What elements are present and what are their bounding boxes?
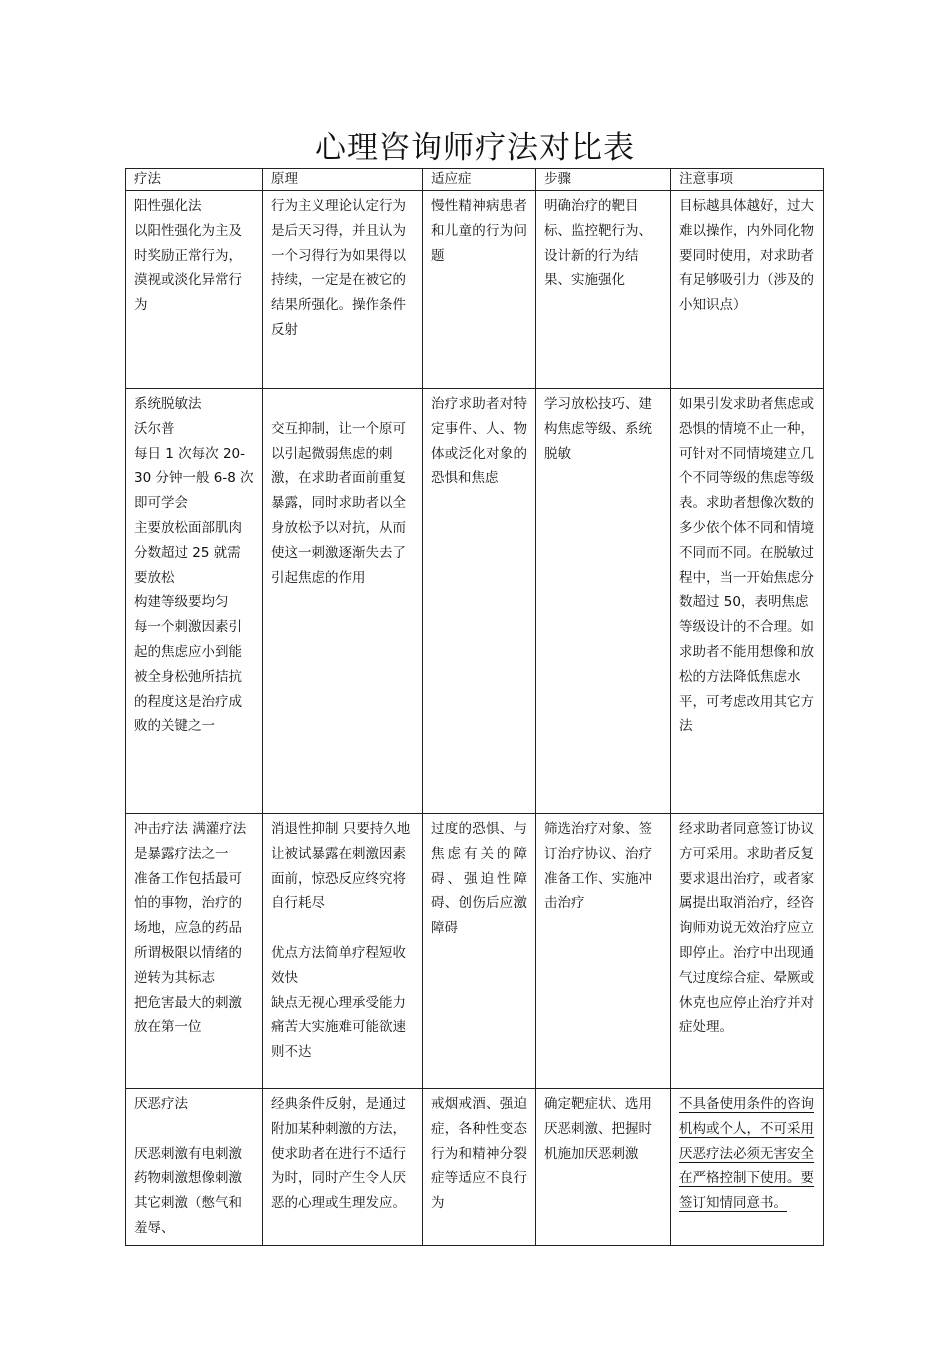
therapy-text: 系统脱敏法 沃尔普 每日 1 次每次 20-30 分钟一般 6-8 次即可学会 主要放松面部肌肉 分数超过 25 就需要放松 构建等级要均匀 每一个刺激因素引起的焦虑应小到能被全身松弛所拮抗的程度这是治疗成败的关键之一 (134, 396, 254, 735)
cell-therapy (126, 389, 263, 814)
notes-text: 如果引发求助者焦虑或恐惧的情境不止一种，可针对不同情境建立几个不同等级的焦虑等级表。求助者想像次数的多少依个体不同和情境不同而不同。在脱敏过程中，当一开始焦虑分数超过 50，表明焦虑等级设计的不合理。如求助者不能用想像和放松的方法降低焦虑水平，可考虑改用其它方法 (679, 396, 814, 735)
table-row (126, 389, 824, 814)
page-title: 心理咨询师疗法对比表 (315, 130, 635, 166)
header-indication: 适应症 (423, 169, 536, 191)
notes-text: 经求助者同意签订协议方可采用。求助者反复要求退出治疗，或者家属提出取消治疗，经咨询师劝说无效治疗应立即停止。治疗中出现通气过度综合症、晕厥或休克也应停止治疗并对症处理。 (679, 821, 814, 1036)
steps-text: 筛选治疗对象、签订治疗协议、治疗准备工作、实施冲击治疗 (544, 821, 652, 912)
steps-text: 明确治疗的靶目标、监控靶行为、设计新的行为结果、实施强化 (544, 198, 652, 289)
cell-therapy (126, 814, 263, 1089)
cell-principle (263, 191, 423, 389)
cell-notes (671, 389, 824, 814)
cell-principle (263, 1089, 423, 1246)
steps-text: 确定靶症状、选用厌恶刺激、把握时机施加厌恶刺激 (544, 1096, 652, 1162)
header-notes: 注意事项 (671, 169, 824, 191)
indication-text: 治疗求助者对特定事件、人、物体或泛化对象的恐惧和焦虑 (431, 396, 527, 487)
therapy-text: 冲击疗法 满灌疗法 是暴露疗法之一 准备工作包括最可怕的事物，治疗的场地，应急的药品 所谓极限以情绪的逆转为其标志 把危害最大的刺激放在第一位 (134, 821, 247, 1036)
table-row (126, 1089, 824, 1246)
indication-text: 过度的恐惧、与焦虑有关的障碍、强迫性障碍、创伤后应激障碍 (431, 821, 527, 937)
header-therapy: 疗法 (126, 169, 263, 191)
cell-indication (423, 814, 536, 1089)
therapy-text: 阳性强化法 以阳性强化为主及时奖励正常行为，漠视或淡化异常行为 (134, 198, 242, 314)
steps-text: 学习放松技巧、建构焦虑等级、系统脱敏 (544, 396, 652, 462)
table-row (126, 191, 824, 389)
cell-notes (671, 1089, 824, 1246)
cell-indication (423, 191, 536, 389)
cell-notes (671, 814, 824, 1089)
cell-steps (536, 1089, 671, 1246)
cell-principle (263, 389, 423, 814)
principle-text: 消退性抑制 只要持久地让被试暴露在刺激因素面前，惊恐反应终究将自行耗尽 优点方法简单疗程短收效快 缺点无视心理承受能力痛苦大实施难可能欲速则不达 (271, 821, 411, 1061)
notes-text: 不具备使用条件的咨询机构或个人，不可采用厌恶疗法必须无害安全在严格控制下使用。要签订知情同意书。 (679, 1096, 814, 1212)
principle-text: 经典条件反射，是通过附加某种刺激的方法，使求助者在进行不适行为时，同时产生令人厌恶的心理或生理发应。 (271, 1096, 406, 1212)
cell-notes (671, 191, 824, 389)
header-steps: 步骤 (536, 169, 671, 191)
table-row (126, 814, 824, 1089)
cell-therapy (126, 191, 263, 389)
cell-indication (423, 389, 536, 814)
cell-steps (536, 814, 671, 1089)
notes-text: 目标越具体越好，过大难以操作，内外同化物要同时使用，对求助者有足够吸引力（涉及的小知识点） (679, 198, 814, 314)
principle-text: 交互抑制，让一个原可以引起微弱焦虑的刺激，在求助者面前重复暴露，同时求助者以全身放松予以对抗，从而使这一刺激逐渐失去了引起焦虑的作用 (271, 420, 406, 586)
therapy-text: 厌恶疗法 厌恶刺激有电刺激药物刺激想像刺激 其它刺激（憋气和羞辱、 (134, 1096, 242, 1236)
table-header-row (126, 169, 824, 191)
indication-text: 慢性精神病患者和儿童的行为问题 (431, 198, 527, 264)
cell-steps (536, 389, 671, 814)
header-principle: 原理 (263, 169, 423, 191)
cell-steps (536, 191, 671, 389)
therapy-comparison-table (125, 168, 824, 1246)
principle-text: 行为主义理论认定行为是后天习得，并且认为一个习得行为如果得以持续，一定是在被它的结果所强化。操作条件反射 (271, 198, 406, 338)
cell-principle (263, 814, 423, 1089)
cell-therapy (126, 1089, 263, 1246)
indication-text: 戒烟戒酒、强迫症，各种性变态行为和精神分裂症等适应不良行为 (431, 1096, 527, 1212)
cell-indication (423, 1089, 536, 1246)
